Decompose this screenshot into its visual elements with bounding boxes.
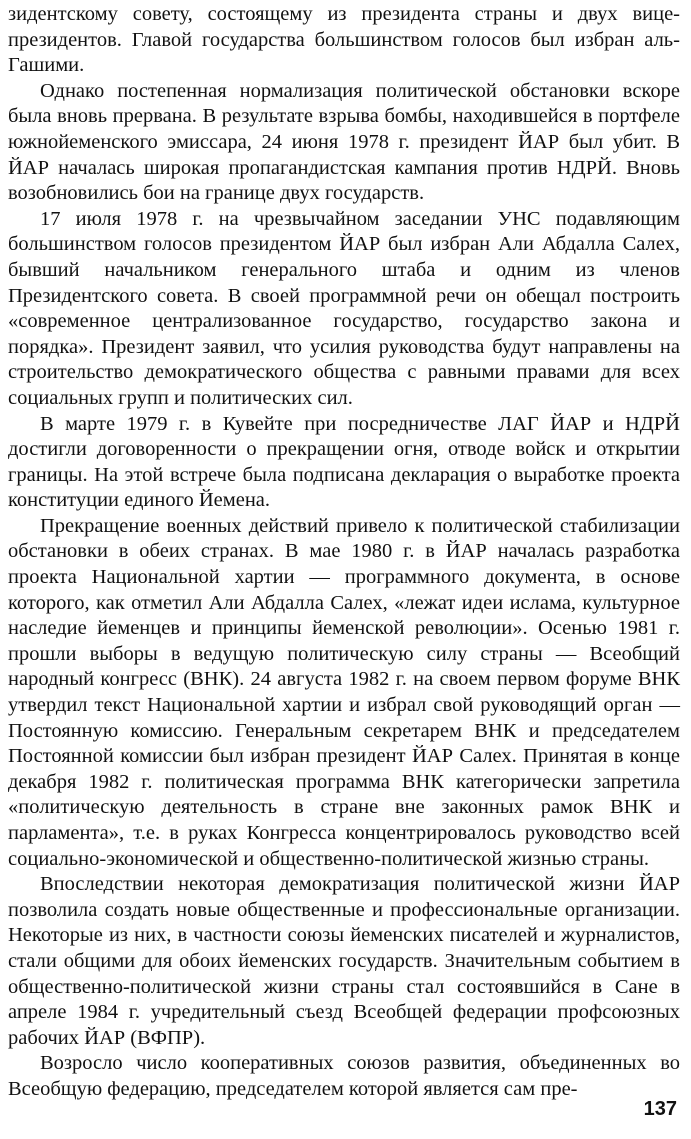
page-number: 137 xyxy=(643,1098,677,1120)
body-text xyxy=(8,2,680,1103)
paragraph: Однако постепенная нормализация политической обстановки вскоре была вновь прервана. В результате взрыва бомбы, находившейся в портфеле южнойеменского эмиссара, 24 июня 1978 г. президент ЙАР был убит. В ЙАР началась широкая пропагандистская кампания против НДРЙ. Вновь возобновились бои на границе двух государств. xyxy=(8,79,680,205)
paragraph: Впоследствии некоторая демократизация политической жизни ЙАР позволила создать новые общественные и профессиональные организации. Некоторые из них, в частности союзы йеменских писателей и журналистов, стали общими для обоих йеменских государств. Значительным событием в общественно-политической жизни страны стал состоявшийся в Сане в апреле 1984 г. учредительный съезд Всеобщей федерации профсоюзных рабочих ЙАР (ВФПР). xyxy=(8,873,680,1049)
paragraph: 17 июля 1978 г. на чрезвычайном заседании УНС подавляющим большинством голосов президентом ЙАР был избран Али Абдалла Салех, бывший начальником генерального штаба и одним из членов Президентского совета. В своей программной речи он обещал построить «современное централизованное государство, государство закона и порядка». Президент заявил, что усилия руководства будут направлены на строительство демократического общества с равными правами для всех социальных групп и политических сил. xyxy=(8,207,680,409)
paragraph: Прекращение военных действий привело к политической стабилизации обстановки в обеих странах. В мае 1980 г. в ЙАР началась разработка проекта Национальной хартии — программного документа, в основе которого, как отметил Али Абдалла Салех, «лежат идеи ислама, культурное наследие йеменцев и принципы йеменской революции». Осенью 1981 г. прошли выборы в ведущую политическую силу страны — Всеобщий народный конгресс (ВНК). 24 августа 1982 г. на своем первом форуме ВНК утвердил текст Национальной хартии и избрал свой руководящий орган — Постоянную комиссию. Генеральным секретарем ВНК и председателем Постоянной комиссии был избран президент ЙАР Салех. Принятая в конце декабря 1982 г. политическая программа ВНК категорически запретила «политическую деятельность в стране вне законных рамок ВНК и парламента», т.е. в руках Конгресса концентрировалось руководство всей социально-экономической и общественно-политической жизнью страны. xyxy=(8,514,680,870)
paragraph: В марте 1979 г. в Кувейте при посредничестве ЛАГ ЙАР и НДРЙ достигли договоренности о прекращении огня, отводе войск и открытии границы. На этой встрече была подписана декларация о выработке проекта конституции единого Йемена. xyxy=(8,412,680,512)
paragraph: Возросло число кооперативных союзов развития, объединенных во Всеобщую федерацию, председателем которой является сам пре- xyxy=(8,1052,680,1100)
paragraph-continuation: зидентскому совету, состоящему из президента страны и двух вице-президентов. Главой государства большинством голосов был избран аль-Гашими. xyxy=(8,3,680,77)
